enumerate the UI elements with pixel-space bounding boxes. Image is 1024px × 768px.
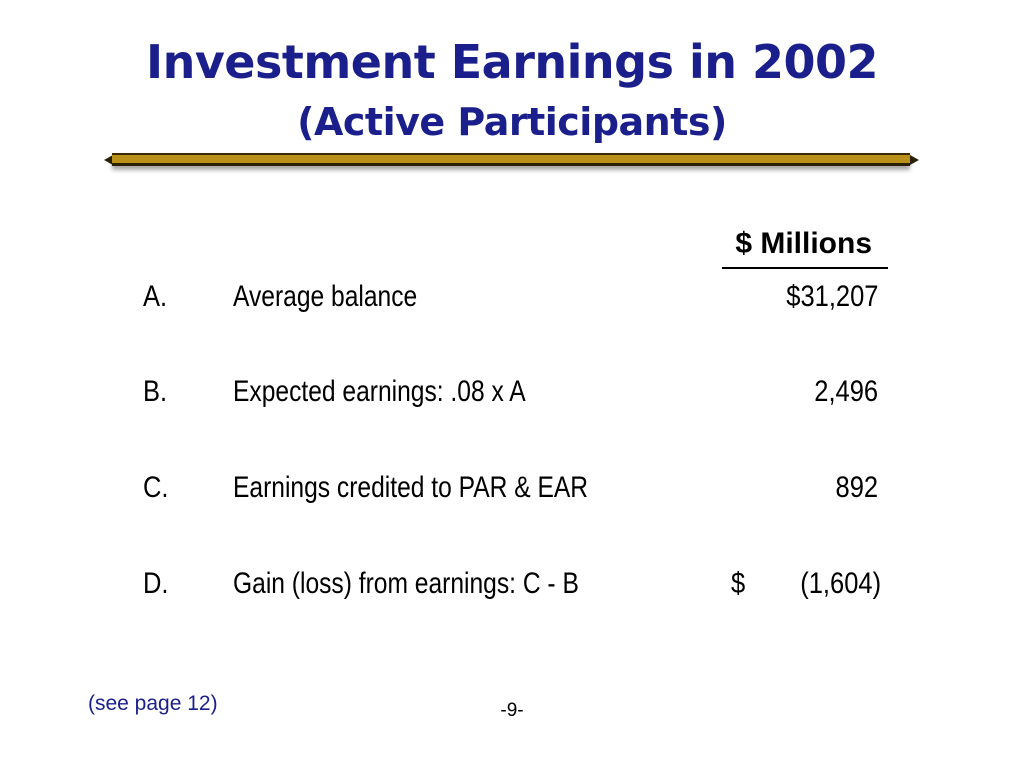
row-value: 892 [835,471,878,504]
row-value: (1,604) [800,567,881,600]
table-row [0,275,1024,319]
row-letter: C. [143,471,169,504]
row-dollar-sign: $ [731,567,746,600]
slide-title: Investment Earnings in 2002 [145,35,879,89]
row-value: $31,207 [785,280,878,313]
column-header-underline [722,267,888,269]
row-letter: A. [143,280,168,313]
row-label: Expected earnings: .08 x A [233,375,526,408]
row-label: Earnings credited to PAR & EAR [233,471,589,504]
footnote: (see page 12) [88,692,218,715]
row-label: Gain (loss) from earnings: C - B [233,567,579,600]
row-letter: D. [143,567,169,600]
title-rule [112,153,910,166]
row-value: 2,496 [814,375,878,408]
title-rule-right-cap [910,155,919,165]
row-letter: B. [143,375,168,408]
column-header: $ Millions [735,227,872,260]
table-row [0,562,1024,606]
table-row [0,370,1024,414]
slide-subtitle: (Active Participants) [297,100,727,144]
row-label: Average balance [233,280,418,313]
table-row [0,466,1024,510]
page-number: -9- [500,700,524,721]
